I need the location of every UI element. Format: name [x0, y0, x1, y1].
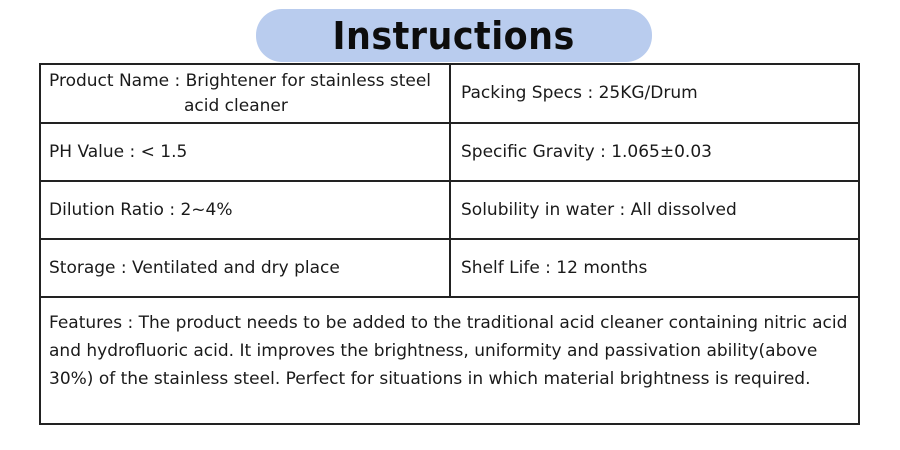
storage-cell: Storage : Ventilated and dry place [41, 240, 451, 296]
ph-value-cell: PH Value : < 1.5 [41, 124, 451, 180]
shelf-life-cell: Shelf Life : 12 months [461, 257, 648, 278]
title-banner [256, 9, 652, 62]
dilution-ratio-cell: Dilution Ratio : 2~4% [41, 182, 451, 238]
table-row [41, 182, 858, 240]
page-title: Instructions [332, 13, 576, 58]
product-name-text [49, 69, 449, 119]
specific-gravity-cell: Specific Gravity : 1.065±0.03 [461, 141, 712, 162]
packing-specs-cell: Packing Specs : 25KG/Drum [461, 83, 698, 103]
table-row [41, 65, 858, 124]
features-text: Features : The product needs to be added to the traditional acid cleaner containing nitric acid and hydrofluoric acid. It improves the brightness, uniformity and passivation ability(above 30%) of the stainless steel. Perfect for situations in which material brightness is required. [49, 313, 848, 389]
features-row [41, 298, 858, 423]
product-name-cell [41, 65, 451, 122]
product-name-line1: Product Name : Brightener for stainless steel [49, 70, 432, 91]
table-row [41, 240, 858, 298]
product-name-line2: acid cleaner [184, 95, 288, 116]
solubility-cell: Solubility in water : All dissolved [461, 199, 737, 220]
table-row [41, 124, 858, 182]
spec-table [39, 63, 860, 425]
